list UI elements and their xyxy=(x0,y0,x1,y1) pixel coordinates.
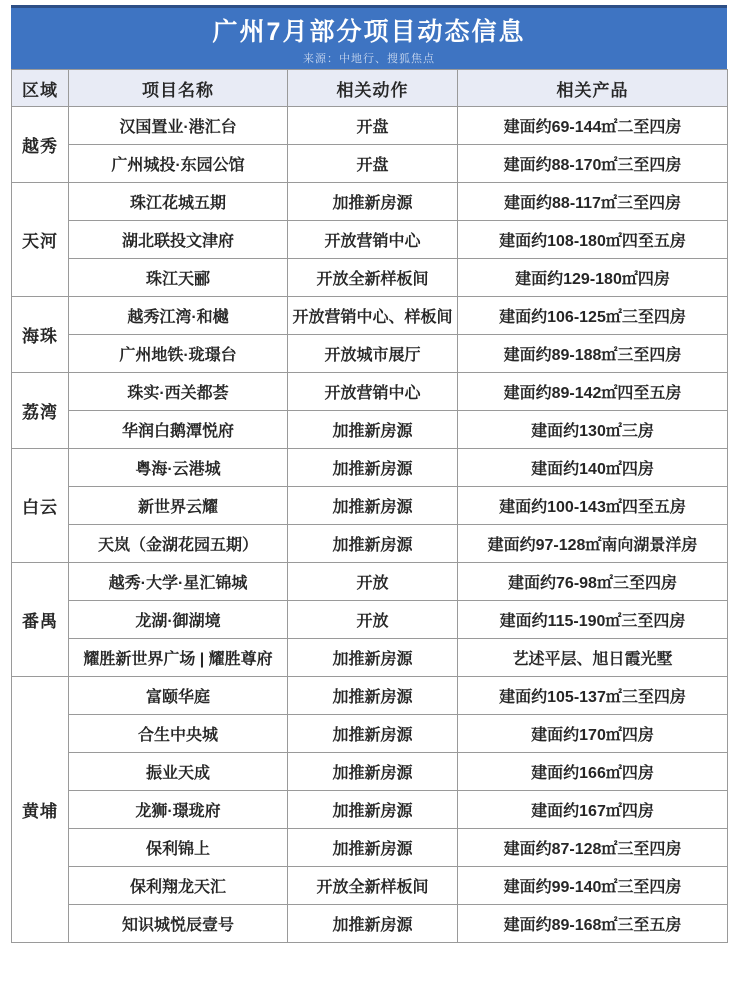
region-cell: 番禺 xyxy=(12,563,69,677)
table-row xyxy=(12,449,728,487)
table-row xyxy=(12,601,728,639)
project-name-cell: 新世界云耀 xyxy=(69,487,288,525)
project-name-cell: 耀胜新世界广场 | 耀胜尊府 xyxy=(69,639,288,677)
action-cell: 加推新房源 xyxy=(288,183,458,221)
product-cell: 建面约166㎡四房 xyxy=(458,753,728,791)
action-cell: 开盘 xyxy=(288,145,458,183)
action-cell: 开放营销中心 xyxy=(288,221,458,259)
action-cell: 加推新房源 xyxy=(288,791,458,829)
region-cell: 白云 xyxy=(12,449,69,563)
column-header-3: 相关产品 xyxy=(458,70,728,107)
project-name-cell: 珠江天郦 xyxy=(69,259,288,297)
table-row xyxy=(12,411,728,449)
project-name-cell: 天岚（金湖花园五期） xyxy=(69,525,288,563)
action-cell: 加推新房源 xyxy=(288,753,458,791)
title-band xyxy=(11,5,727,69)
product-cell: 建面约89-142㎡四至五房 xyxy=(458,373,728,411)
project-name-cell: 华润白鹅潭悦府 xyxy=(69,411,288,449)
project-name-cell: 保利翔龙天汇 xyxy=(69,867,288,905)
region-cell: 海珠 xyxy=(12,297,69,373)
column-header-row xyxy=(12,70,728,107)
project-name-cell: 广州地铁·珑璟台 xyxy=(69,335,288,373)
table-row xyxy=(12,905,728,943)
table-row xyxy=(12,753,728,791)
product-cell: 建面约115-190㎡三至四房 xyxy=(458,601,728,639)
table-row xyxy=(12,487,728,525)
action-cell: 开放营销中心、样板间 xyxy=(288,297,458,335)
project-name-cell: 珠江花城五期 xyxy=(69,183,288,221)
project-name-cell: 越秀·大学·星汇锦城 xyxy=(69,563,288,601)
product-cell: 建面约99-140㎡三至四房 xyxy=(458,867,728,905)
project-name-cell: 珠实·西关都荟 xyxy=(69,373,288,411)
project-name-cell: 越秀江湾·和樾 xyxy=(69,297,288,335)
product-cell: 建面约108-180㎡四至五房 xyxy=(458,221,728,259)
region-cell: 荔湾 xyxy=(12,373,69,449)
action-cell: 加推新房源 xyxy=(288,487,458,525)
action-cell: 加推新房源 xyxy=(288,411,458,449)
table-row xyxy=(12,563,728,601)
table-row xyxy=(12,259,728,297)
product-cell: 建面约140㎡四房 xyxy=(458,449,728,487)
action-cell: 开放 xyxy=(288,601,458,639)
project-dynamics-table xyxy=(11,69,728,943)
action-cell: 加推新房源 xyxy=(288,525,458,563)
action-cell: 加推新房源 xyxy=(288,639,458,677)
action-cell: 开放 xyxy=(288,563,458,601)
product-cell: 建面约100-143㎡四至五房 xyxy=(458,487,728,525)
source-note: 来源：中地行、搜狐焦点 xyxy=(303,53,435,65)
table-row xyxy=(12,791,728,829)
product-cell: 建面约130㎡三房 xyxy=(458,411,728,449)
product-cell: 艺述平层、旭日霞光墅 xyxy=(458,639,728,677)
action-cell: 加推新房源 xyxy=(288,715,458,753)
action-cell: 开放城市展厅 xyxy=(288,335,458,373)
project-name-cell: 知识城悦辰壹号 xyxy=(69,905,288,943)
table-row xyxy=(12,221,728,259)
project-name-cell: 湖北联投文津府 xyxy=(69,221,288,259)
product-cell: 建面约88-117㎡三至四房 xyxy=(458,183,728,221)
product-cell: 建面约129-180㎡四房 xyxy=(458,259,728,297)
action-cell: 加推新房源 xyxy=(288,449,458,487)
page-title: 广州7月部分项目动态信息 xyxy=(212,18,526,46)
product-cell: 建面约76-98㎡三至四房 xyxy=(458,563,728,601)
project-name-cell: 保利锦上 xyxy=(69,829,288,867)
region-cell: 天河 xyxy=(12,183,69,297)
action-cell: 加推新房源 xyxy=(288,829,458,867)
project-dynamics-sheet xyxy=(11,5,727,943)
table-row xyxy=(12,677,728,715)
table-row xyxy=(12,335,728,373)
project-name-cell: 振业天成 xyxy=(69,753,288,791)
table-row xyxy=(12,525,728,563)
product-cell: 建面约89-168㎡三至五房 xyxy=(458,905,728,943)
project-name-cell: 龙狮·璟珑府 xyxy=(69,791,288,829)
column-header-0: 区域 xyxy=(12,70,69,107)
table-row xyxy=(12,867,728,905)
product-cell: 建面约69-144㎡二至四房 xyxy=(458,107,728,145)
table-row xyxy=(12,829,728,867)
column-header-1: 项目名称 xyxy=(69,70,288,107)
product-cell: 建面约170㎡四房 xyxy=(458,715,728,753)
project-name-cell: 粤海·云港城 xyxy=(69,449,288,487)
product-cell: 建面约105-137㎡三至四房 xyxy=(458,677,728,715)
region-cell: 黄埔 xyxy=(12,677,69,943)
action-cell: 开放全新样板间 xyxy=(288,259,458,297)
table-row xyxy=(12,183,728,221)
action-cell: 开放全新样板间 xyxy=(288,867,458,905)
project-name-cell: 广州城投·东园公馆 xyxy=(69,145,288,183)
table-row xyxy=(12,297,728,335)
table-row xyxy=(12,373,728,411)
product-cell: 建面约88-170㎡三至四房 xyxy=(458,145,728,183)
project-name-cell: 合生中央城 xyxy=(69,715,288,753)
table-row xyxy=(12,715,728,753)
action-cell: 加推新房源 xyxy=(288,905,458,943)
product-cell: 建面约89-188㎡三至四房 xyxy=(458,335,728,373)
region-cell: 越秀 xyxy=(12,107,69,183)
product-cell: 建面约106-125㎡三至四房 xyxy=(458,297,728,335)
project-name-cell: 龙湖·御湖境 xyxy=(69,601,288,639)
project-name-cell: 富颐华庭 xyxy=(69,677,288,715)
project-name-cell: 汉国置业·港汇台 xyxy=(69,107,288,145)
table-body xyxy=(12,107,728,943)
action-cell: 加推新房源 xyxy=(288,677,458,715)
column-header-2: 相关动作 xyxy=(288,70,458,107)
table-row xyxy=(12,639,728,677)
product-cell: 建面约97-128㎡南向湖景洋房 xyxy=(458,525,728,563)
table-row xyxy=(12,107,728,145)
product-cell: 建面约167㎡四房 xyxy=(458,791,728,829)
action-cell: 开放营销中心 xyxy=(288,373,458,411)
table-row xyxy=(12,145,728,183)
product-cell: 建面约87-128㎡三至四房 xyxy=(458,829,728,867)
action-cell: 开盘 xyxy=(288,107,458,145)
